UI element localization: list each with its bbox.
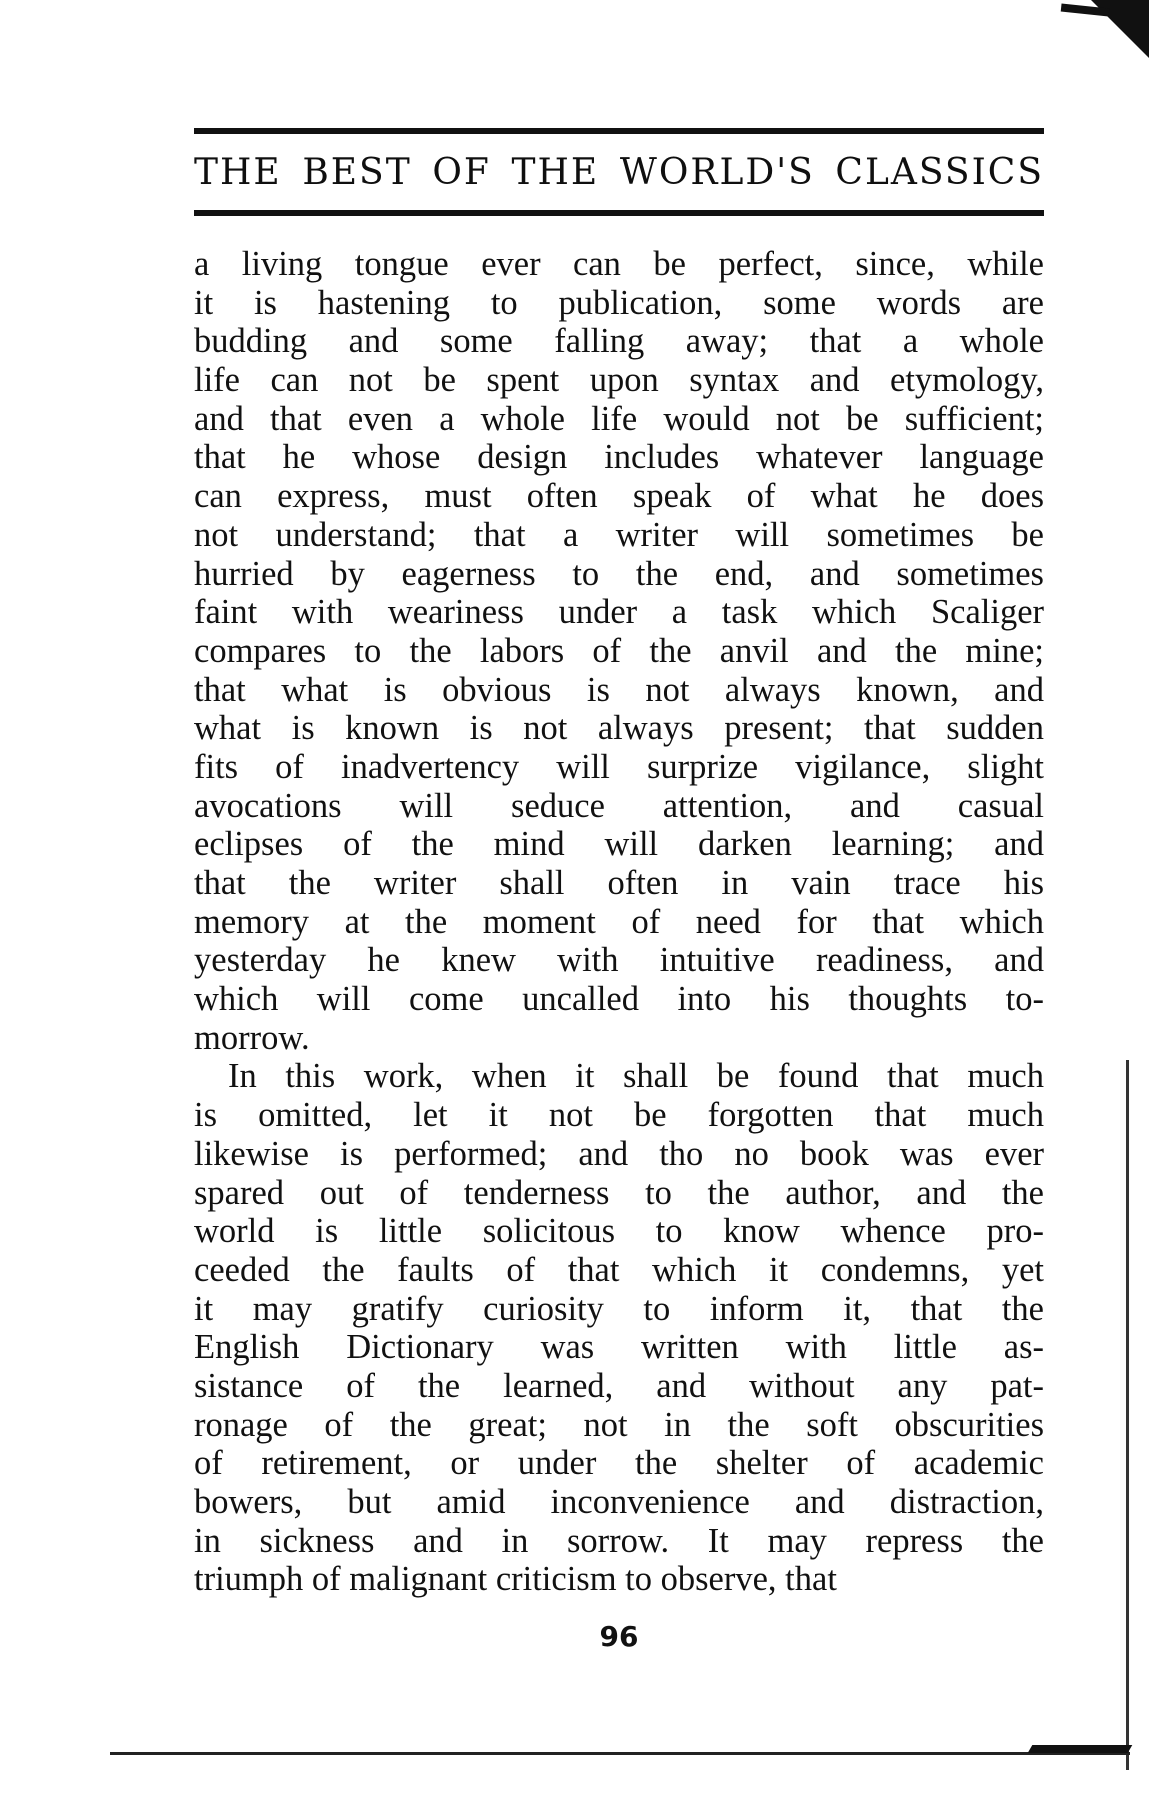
text-line: and that even a whole life would not be sufficient;	[194, 399, 1044, 438]
text-line: in sickness and in sorrow. It may repress the	[194, 1521, 1044, 1560]
page-number: 96	[599, 1620, 639, 1653]
text-line: that he whose design includes whatever language	[194, 438, 1044, 477]
text-line: spared out of tenderness to the author, and the	[194, 1173, 1044, 1212]
text-line: that the writer shall often in vain trace his	[194, 864, 1044, 902]
text-line: eclipses of the mind will darken learning; and	[194, 825, 1044, 864]
text-line: ronage of the great; not in the soft obscurities	[194, 1405, 1044, 1444]
text-line: world is little solicitous to know whence pro-	[194, 1212, 1044, 1251]
page-edge	[1126, 1060, 1129, 1770]
header-rule-bottom	[194, 210, 1044, 216]
text-line: of retirement, or under the shelter of academic	[194, 1444, 1044, 1483]
header-rule-top	[194, 128, 1044, 134]
text-line: fits of inadvertency will surprize vigilance, slight	[194, 747, 1044, 786]
text-line: compares to the labors of the anvil and the mine;	[194, 631, 1044, 670]
text-line: it is hastening to publication, some words are	[194, 283, 1044, 322]
scan-base-mark	[1028, 1745, 1133, 1753]
text-line: is omitted, let it not be forgotten that much	[194, 1096, 1044, 1135]
text-line: which will come uncalled into his thoughts to-	[194, 980, 1044, 1019]
text-line: faint with weariness under a task which Scaliger	[194, 593, 1044, 632]
text-line: English Dictionary was written with little as-	[194, 1328, 1044, 1367]
text-line: avocations will seduce attention, and casual	[194, 786, 1044, 825]
text-line: yesterday he knew with intuitive readiness, and	[194, 941, 1044, 980]
text-line: bowers, but amid inconvenience and distraction,	[194, 1483, 1044, 1521]
text-line: memory at the moment of need for that which	[194, 902, 1044, 941]
text-line: budding and some falling away; that a whole	[194, 322, 1044, 361]
text-line: sistance of the learned, and without any pat-	[194, 1366, 1044, 1405]
text-line: not understand; that a writer will sometimes be	[194, 515, 1044, 554]
text-line: ceeded the faults of that which it condemns, yet	[194, 1250, 1044, 1289]
scan-base-rule	[110, 1752, 1130, 1755]
text-line: it may gratify curiosity to inform it, that the	[194, 1289, 1044, 1328]
text-line: likewise is performed; and tho no book was ever	[194, 1134, 1044, 1173]
text-line: In this work, when it shall be found that much	[228, 1057, 1044, 1096]
body-text	[194, 245, 1044, 1599]
text-line: life can not be spent upon syntax and etymology,	[194, 361, 1044, 400]
text-line: what is known is not always present; that sudden	[194, 709, 1044, 748]
text-line: hurried by eagerness to the end, and sometimes	[194, 554, 1044, 593]
text-line: that what is obvious is not always known, and	[194, 670, 1044, 709]
running-head: THE BEST OF THE WORLD'S CLASSICS	[194, 152, 1044, 193]
text-line: morrow.	[194, 1018, 310, 1057]
text-line: can express, must often speak of what he does	[194, 477, 1044, 516]
text-line: a living tongue ever can be perfect, since, while	[194, 245, 1044, 283]
text-line: triumph of malignant criticism to observe, that	[194, 1560, 837, 1599]
